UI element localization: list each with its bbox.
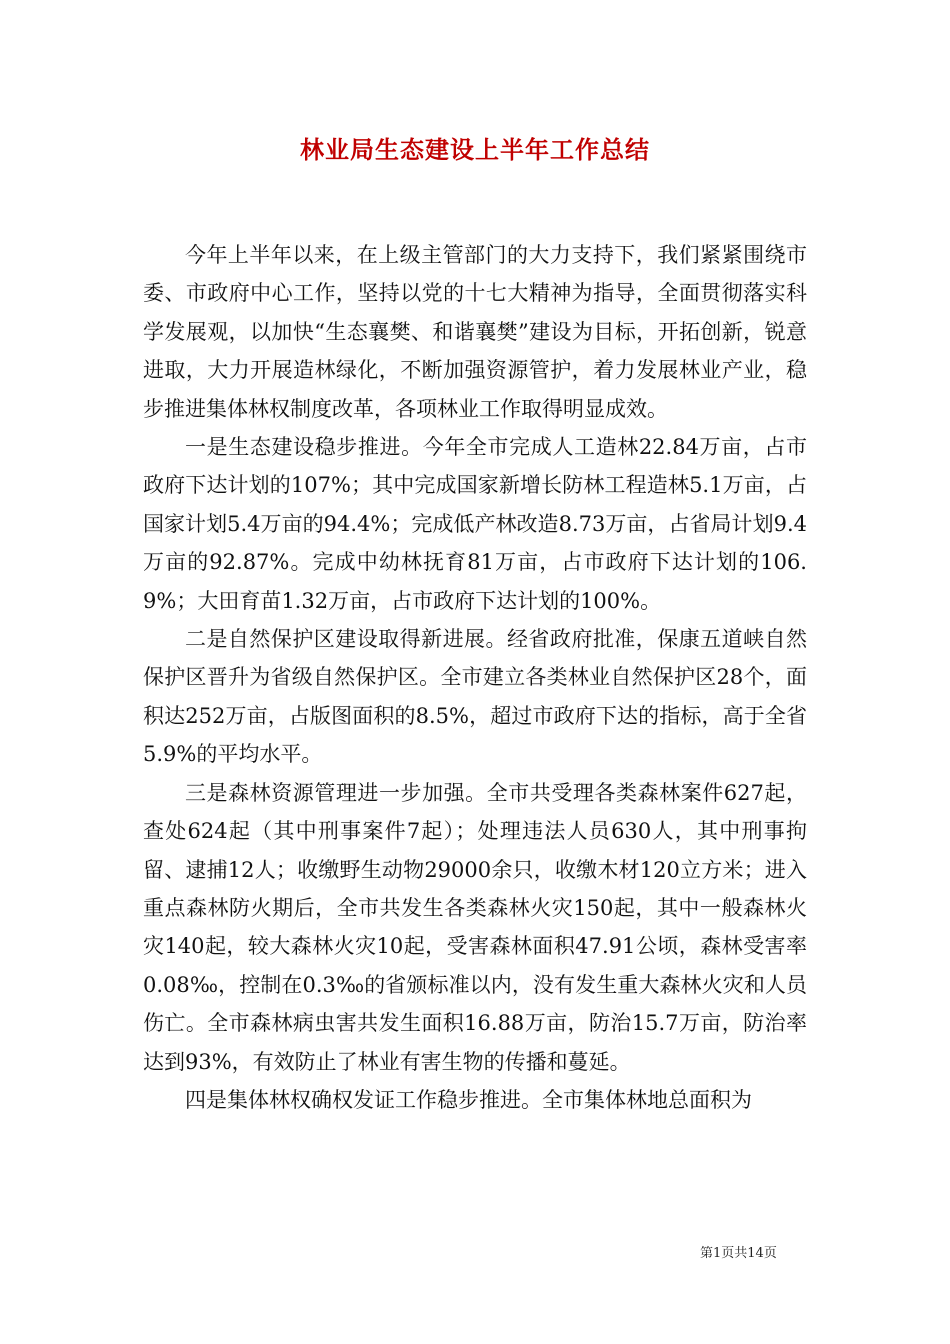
paragraph-forest-rights: 四是集体林权确权发证工作稳步推进。全市集体林地总面积为: [185, 1087, 752, 1112]
page-number: 第1页共14页: [700, 1246, 777, 1261]
document-title: 林业局生态建设上半年工作总结: [300, 135, 650, 164]
paragraph-ecology: 一是生态建设稳步推进。今年全市完成人工造林22.84万亩，占市政府下达计划的107%；其中完成国家新增长防林工程造林5.1万亩，占国家计划5.4万亩的94.4%；完成低产林改造8.73万亩，占省局计划9.4万亩的92.87%。完成中幼林抚育81万亩，占市政府下达计划的106.9%；大田育苗1.32万亩，占市政府下达计划的100%。: [143, 435, 807, 613]
document-body: [143, 236, 807, 1119]
paragraph-nature-reserve: 二是自然保护区建设取得新进展。经省政府批准，保康五道峡自然保护区晋升为省级自然保护区。全市建立各类林业自然保护区28个，面积达252万亩，占版图面积的8.5%，超过市政府下达的指标，高于全省5.9%的平均水平。: [143, 627, 807, 767]
paragraph-intro: 今年上半年以来，在上级主管部门的大力支持下，我们紧紧围绕市委、市政府中心工作，坚持以党的十七大精神为指导，全面贯彻落实科学发展观，以加快“生态襄樊、和谐襄樊”建设为目标，开拓创新，锐意进取，大力开展造林绿化，不断加强资源管护，着力发展林业产业，稳步推进集体林权制度改革，各项林业工作取得明显成效。: [143, 243, 807, 421]
paragraph-forest-management: 三是森林资源管理进一步加强。全市共受理各类森林案件627起，查处624起（其中刑事案件7起）；处理违法人员630人，其中刑事拘留、逮捕12人；收缴野生动物29000余只，收缴木材120立方米；进入重点森林防火期后，全市共发生各类森林火灾150起，其中一般森林火灾140起，较大森林火灾10起，受害森林面积47.91公顷，森林受害率0.08‰，控制在0.3‰的省颁标准以内，没有发生重大森林火灾和人员伤亡。全市森林病虫害共发生面积16.88万亩，防治15.7万亩，防治率达到93%，有效防止了林业有害生物的传播和蔓延。: [143, 780, 807, 1074]
